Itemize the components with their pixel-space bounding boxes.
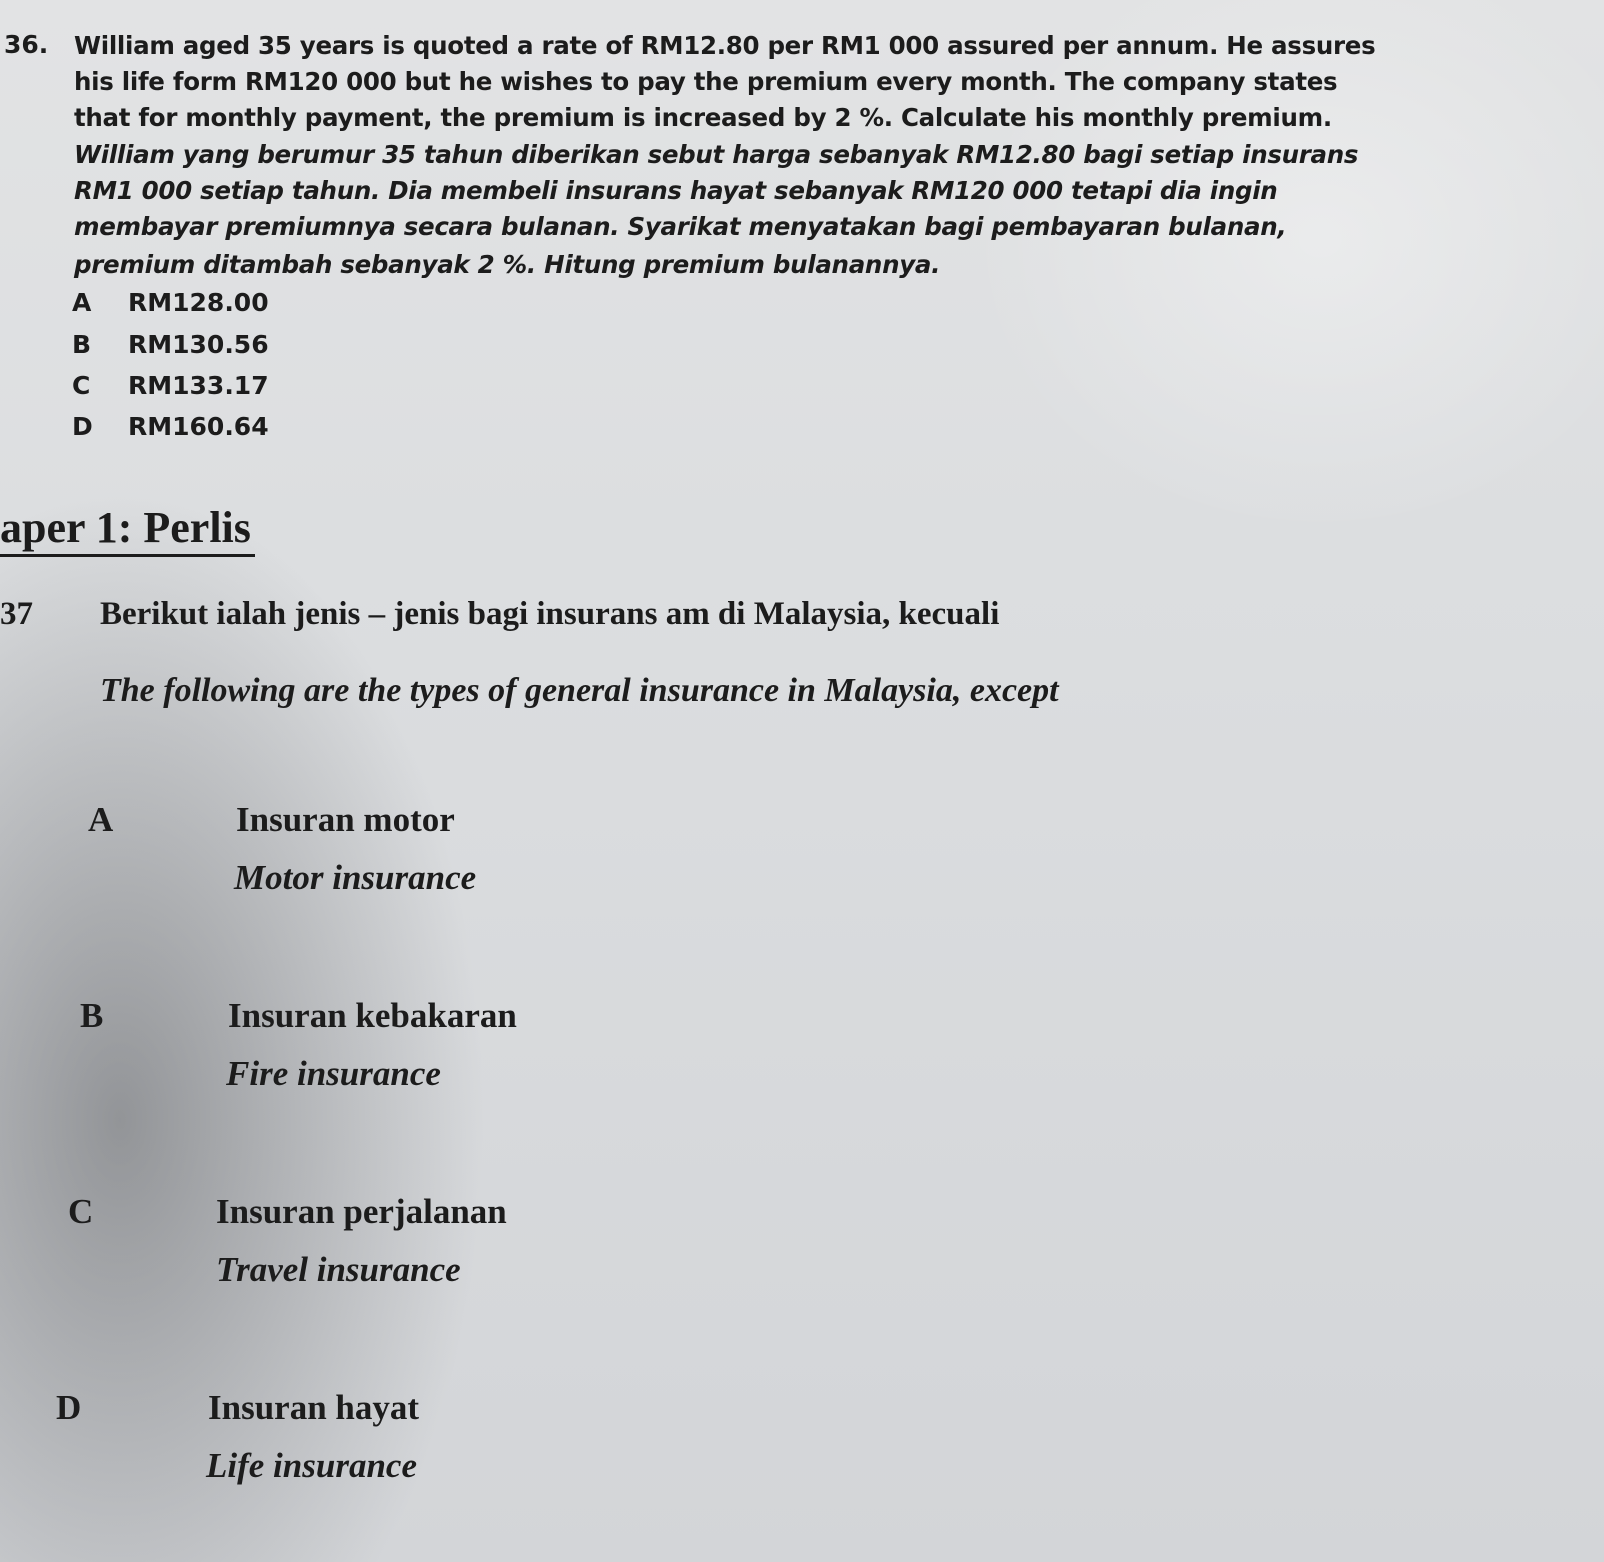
option-letter: C	[68, 1192, 94, 1231]
question-36-malay-line: premium ditambah sebanyak 2 %. Hitung premium bulanannya.	[74, 250, 941, 279]
option-text: RM130.56	[128, 330, 269, 359]
question-37-english-text: The following are the types of general insurance in Malaysia, except	[100, 672, 1059, 709]
question-36-malay-line: RM1 000 setiap tahun. Dia membeli insurans hayat sebanyak RM120 000 tetapi dia ingin	[74, 176, 1278, 205]
option-text: RM160.64	[128, 412, 269, 441]
question-36-malay-line: membayar premiumnya secara bulanan. Syarikat menyatakan bagi pembayaran bulanan,	[74, 212, 1287, 241]
question-36-english-line: William aged 35 years is quoted a rate of RM12.80 per RM1 000 assured per annum. He assures	[74, 31, 1376, 60]
option-english-text: Travel insurance	[216, 1250, 461, 1289]
question-36-english-line: his life form RM120 000 but he wishes to pay the premium every month. The company states	[74, 67, 1338, 96]
option-english-text: Motor insurance	[234, 858, 477, 897]
question-36-english-line: that for monthly payment, the premium is increased by 2 %. Calculate his monthly premium.	[74, 103, 1332, 132]
option-english-text: Life insurance	[206, 1446, 417, 1485]
question-37-number: 37	[0, 596, 33, 632]
option-letter: A	[88, 800, 114, 839]
option-letter: C	[72, 371, 91, 400]
question-36-number: 36.	[4, 30, 49, 59]
question-36-malay-line: William yang berumur 35 tahun diberikan sebut harga sebanyak RM12.80 bagi setiap insurans	[74, 140, 1359, 169]
option-malay-text: Insuran motor	[236, 800, 455, 839]
option-malay-text: Insuran hayat	[208, 1388, 420, 1427]
option-text: RM133.17	[128, 371, 269, 400]
option-letter: B	[80, 996, 104, 1035]
section-heading: aper 1: Perlis	[0, 502, 255, 557]
option-malay-text: Insuran perjalanan	[216, 1192, 507, 1231]
option-malay-text: Insuran kebakaran	[228, 996, 517, 1035]
option-letter: B	[72, 330, 92, 359]
question-37-malay-text: Berikut ialah jenis – jenis bagi insurans am di Malaysia, kecuali	[100, 596, 1000, 632]
option-text: RM128.00	[128, 288, 269, 317]
option-letter: D	[56, 1388, 82, 1427]
option-english-text: Fire insurance	[226, 1054, 441, 1093]
option-letter: A	[72, 288, 92, 317]
option-letter: D	[72, 412, 93, 441]
